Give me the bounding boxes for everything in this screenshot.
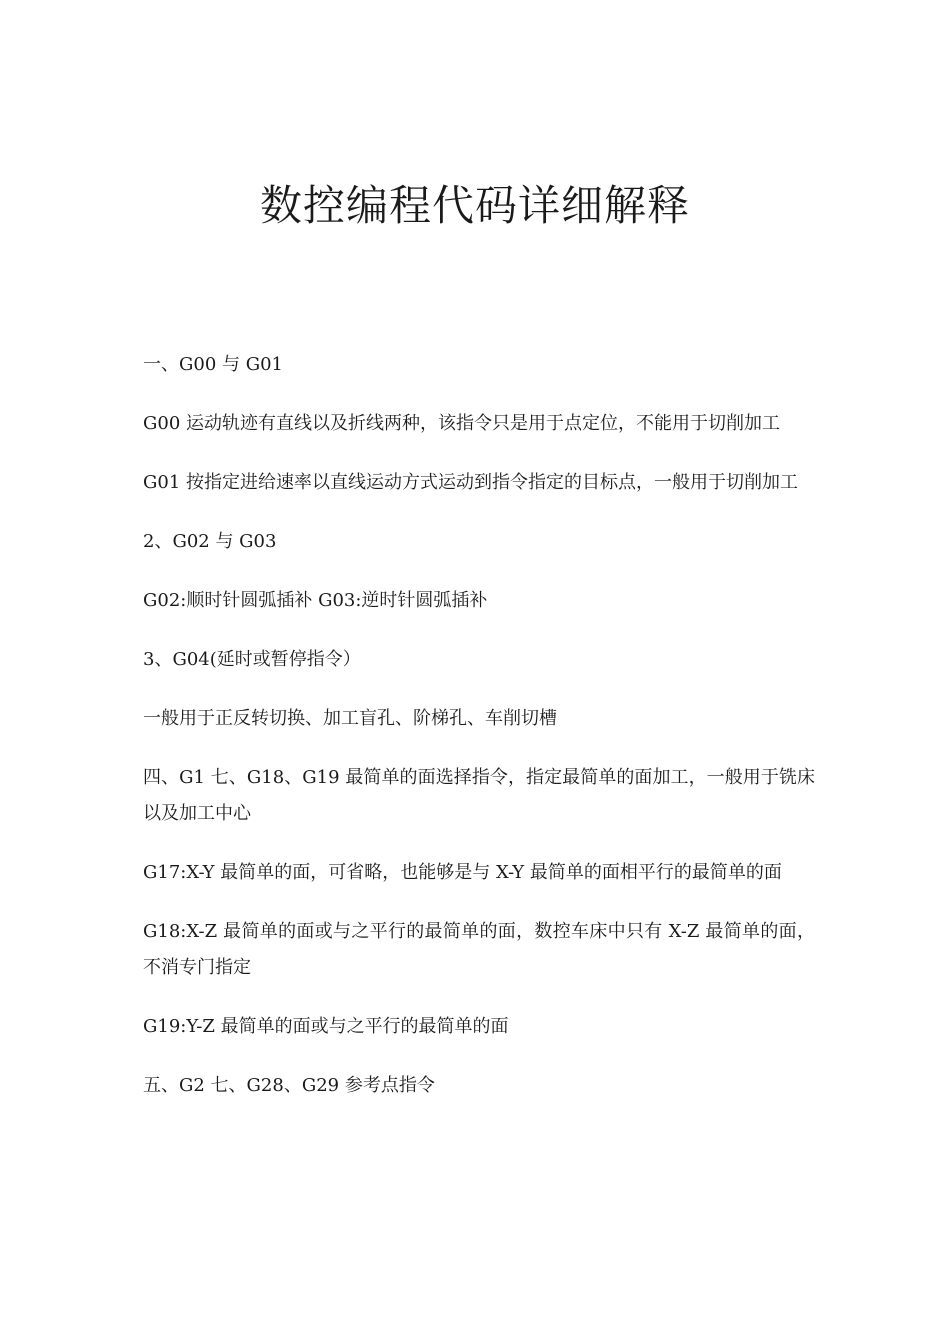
- paragraph-g04: 一般用于正反转切换、加工盲孔、阶梯孔、车削切槽: [143, 708, 557, 729]
- section-heading-g04: 3、G04(延时或暂停指令）: [143, 649, 361, 670]
- section-heading-plane-select: 四、G1 七、G18、G19 最简单的面选择指令，指定最简单的面加工，一般用于铣床以及加工中心: [143, 767, 815, 824]
- section-heading-g02-g03: 2、G02 与 G03: [143, 531, 277, 552]
- paragraph-g17: G17:X-Y 最简单的面，可省略，也能够是与 X-Y 最简单的面相平行的最简单的面: [143, 862, 782, 883]
- paragraph-g19: G19:Y-Z 最简单的面或与之平行的最简单的面: [143, 1016, 509, 1037]
- paragraph-g00: G00 运动轨迹有直线以及折线两种，该指令只是用于点定位，不能用于切削加工: [143, 413, 781, 434]
- paragraph-g01: G01 按指定进给速率以直线运动方式运动到指令指定的目标点，一般用于切削加工: [143, 472, 799, 493]
- paragraph-g02-g03: G02:顺时针圆弧插补 G03:逆时针圆弧插补: [143, 590, 488, 611]
- document-title: 数控编程代码详细解释: [259, 181, 690, 230]
- section-heading-g00-g01: 一、G00 与 G01: [143, 354, 284, 375]
- section-heading-reference-point: 五、G2 七、G28、G29 参考点指令: [143, 1075, 435, 1096]
- paragraph-g18: G18:X-Z 最简单的面或与之平行的最简单的面，数控车床中只有 X-Z 最简单的面，不消专门指定: [143, 921, 815, 978]
- document-body: [143, 347, 815, 1127]
